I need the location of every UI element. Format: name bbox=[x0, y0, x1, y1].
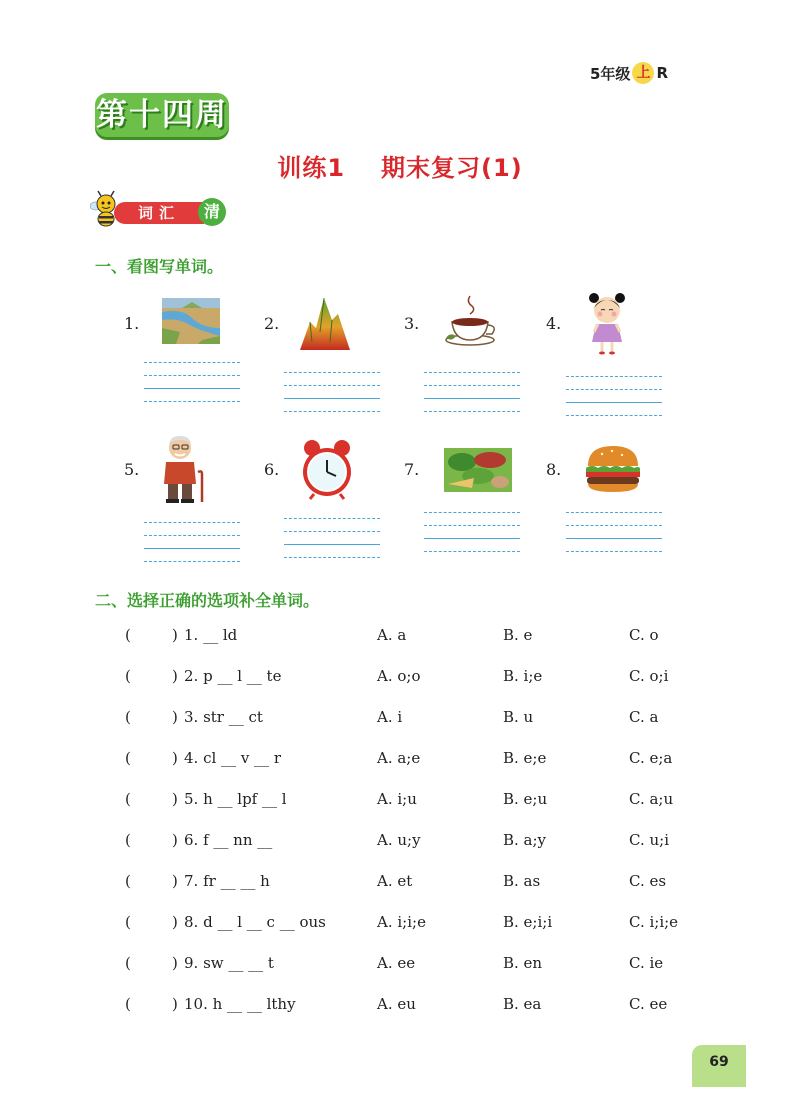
answer-paren-close: ) bbox=[172, 749, 178, 767]
section2-heading: 二、选择正确的选项补全单词。 bbox=[95, 591, 320, 610]
picture-number-2: 2. bbox=[264, 314, 280, 333]
option-c: C. i;i;e bbox=[629, 913, 679, 931]
page-number: 69 bbox=[692, 1045, 746, 1087]
option-a: A. u;y bbox=[377, 831, 421, 849]
option-c: C. ee bbox=[629, 995, 668, 1013]
answer-paren-open[interactable]: ( bbox=[125, 708, 131, 726]
picture-number-8: 8. bbox=[546, 460, 562, 479]
picture-number-3: 3. bbox=[404, 314, 420, 333]
answer-paren-close: ) bbox=[172, 667, 178, 685]
option-b: B. e;u bbox=[503, 790, 548, 808]
option-b: B. e;i;i bbox=[503, 913, 553, 931]
option-b: B. i;e bbox=[503, 667, 543, 685]
question-text: 6. f __ nn __ bbox=[184, 831, 273, 849]
question-row bbox=[0, 790, 800, 814]
grade-badge: 上 bbox=[632, 62, 654, 84]
question-row bbox=[0, 872, 800, 896]
title-part2: 期末复习(1) bbox=[381, 154, 523, 182]
option-b: B. e bbox=[503, 626, 533, 644]
picture-number-7: 7. bbox=[404, 460, 420, 479]
picture-number-5: 5. bbox=[124, 460, 140, 479]
question-text: 3. str __ ct bbox=[184, 708, 263, 726]
question-text: 5. h __ lpf __ l bbox=[184, 790, 287, 808]
question-row bbox=[0, 667, 800, 691]
question-text: 8. d __ l __ c __ ous bbox=[184, 913, 326, 931]
option-b: B. e;e bbox=[503, 749, 547, 767]
answer-paren-open[interactable]: ( bbox=[125, 872, 131, 890]
question-row bbox=[0, 954, 800, 978]
question-row bbox=[0, 749, 800, 773]
vocab-label: 词汇 bbox=[114, 202, 204, 224]
answer-paren-close: ) bbox=[172, 913, 178, 931]
question-text: 7. fr __ __ h bbox=[184, 872, 270, 890]
option-c: C. o;i bbox=[629, 667, 669, 685]
option-c: C. u;i bbox=[629, 831, 669, 849]
option-c: C. ie bbox=[629, 954, 664, 972]
question-row bbox=[0, 831, 800, 855]
answer-paren-close: ) bbox=[172, 790, 178, 808]
week-label: 第十四周 bbox=[95, 93, 229, 137]
question-text: 2. p __ l __ te bbox=[184, 667, 282, 685]
answer-paren-open[interactable]: ( bbox=[125, 626, 131, 644]
grade-suffix: R bbox=[656, 64, 668, 82]
question-row bbox=[0, 913, 800, 937]
answer-paren-open[interactable]: ( bbox=[125, 954, 131, 972]
question-text: 10. h __ __ lthy bbox=[184, 995, 296, 1013]
answer-paren-open[interactable]: ( bbox=[125, 913, 131, 931]
question-text: 9. sw __ __ t bbox=[184, 954, 274, 972]
answer-paren-close: ) bbox=[172, 626, 178, 644]
picture-number-4: 4. bbox=[546, 314, 562, 333]
option-a: A. i;i;e bbox=[377, 913, 426, 931]
answer-paren-close: ) bbox=[172, 954, 178, 972]
option-c: C. o bbox=[629, 626, 659, 644]
option-b: B. ea bbox=[503, 995, 542, 1013]
answer-paren-open[interactable]: ( bbox=[125, 995, 131, 1013]
option-a: A. et bbox=[377, 872, 413, 890]
picture-number-1: 1. bbox=[124, 314, 140, 333]
answer-paren-close: ) bbox=[172, 872, 178, 890]
option-a: A. a;e bbox=[377, 749, 421, 767]
answer-paren-close: ) bbox=[172, 708, 178, 726]
option-a: A. eu bbox=[377, 995, 416, 1013]
option-a: A. i bbox=[377, 708, 403, 726]
section1-heading: 一、看图写单词。 bbox=[95, 257, 224, 276]
option-a: A. a bbox=[377, 626, 407, 644]
title-part1: 训练1 bbox=[277, 154, 346, 182]
grade-prefix: 5年级 bbox=[590, 64, 631, 83]
option-a: A. o;o bbox=[377, 667, 421, 685]
option-c: C. a bbox=[629, 708, 659, 726]
question-row bbox=[0, 708, 800, 732]
answer-paren-close: ) bbox=[172, 831, 178, 849]
question-text: 4. cl __ v __ r bbox=[184, 749, 281, 767]
answer-paren-open[interactable]: ( bbox=[125, 749, 131, 767]
option-b: B. as bbox=[503, 872, 541, 890]
question-row bbox=[0, 626, 800, 650]
question-text: 1. __ ld bbox=[184, 626, 238, 644]
question-row bbox=[0, 995, 800, 1019]
answer-paren-open[interactable]: ( bbox=[125, 790, 131, 808]
picture-number-6: 6. bbox=[264, 460, 280, 479]
option-a: A. i;u bbox=[377, 790, 417, 808]
answer-paren-close: ) bbox=[172, 995, 178, 1013]
option-b: B. u bbox=[503, 708, 534, 726]
option-a: A. ee bbox=[377, 954, 416, 972]
option-c: C. e;a bbox=[629, 749, 673, 767]
option-c: C. a;u bbox=[629, 790, 674, 808]
option-b: B. a;y bbox=[503, 831, 547, 849]
answer-paren-open[interactable]: ( bbox=[125, 667, 131, 685]
answer-paren-open[interactable]: ( bbox=[125, 831, 131, 849]
option-c: C. es bbox=[629, 872, 667, 890]
vocab-circle: 清 bbox=[198, 198, 226, 226]
option-b: B. en bbox=[503, 954, 543, 972]
